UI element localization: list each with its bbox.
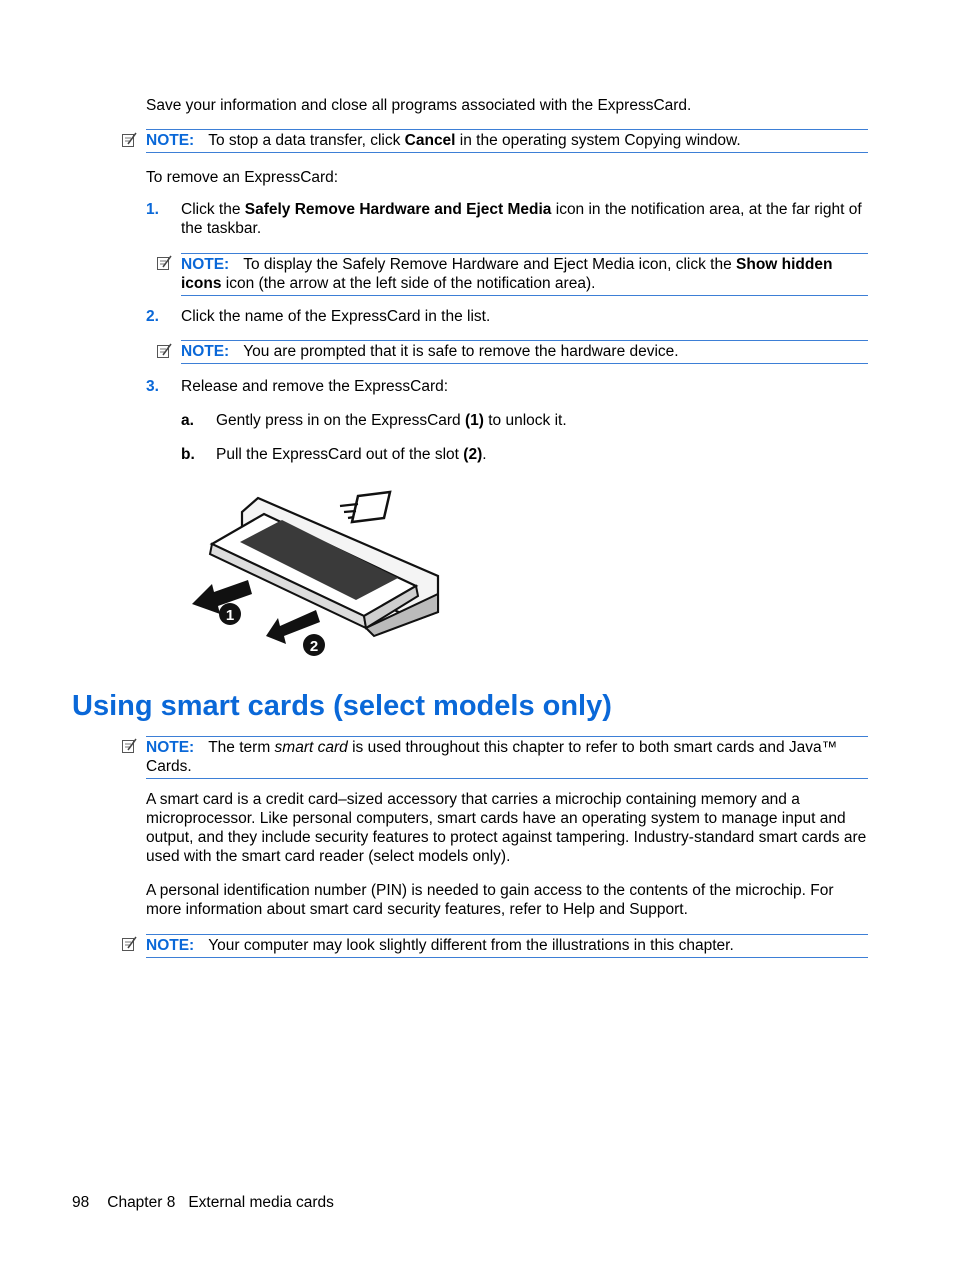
- note-text: in the operating system Copying window.: [455, 132, 741, 149]
- callout-1-label: 1: [225, 607, 235, 624]
- step-text-part: icon in the notification area, at the far right of the taskbar.: [181, 201, 862, 237]
- note-text: You are prompted that it is safe to remove the hardware device.: [243, 343, 679, 360]
- step-number: 1.: [146, 201, 159, 218]
- note-box: [181, 253, 868, 296]
- step-number: 3.: [146, 378, 159, 395]
- note-label: NOTE:: [181, 256, 230, 273]
- note-text: To stop a data transfer, click: [208, 132, 405, 149]
- substep-bold: (2): [463, 446, 483, 463]
- substep-text: [216, 411, 866, 430]
- chapter-title: External media cards: [188, 1194, 334, 1211]
- note-icon: [121, 132, 137, 148]
- card-symbol-icon: [340, 492, 390, 522]
- note-label: NOTE:: [146, 132, 195, 149]
- pin-description: A personal identification number (PIN) is needed to gain access to the contents of the microchip. For more information about smart card security features, refer to Help and Support.: [146, 882, 834, 918]
- note-label: NOTE:: [146, 937, 195, 954]
- intro-text: Save your information and close all programs associated with the ExpressCard.: [146, 97, 692, 114]
- substep-part: Pull the ExpressCard out of the slot: [216, 446, 464, 463]
- note-text: To display the Safely Remove Hardware and Eject Media icon, click the: [243, 256, 737, 273]
- note-bold: Cancel: [404, 132, 456, 149]
- step-bold: Safely Remove Hardware and Eject Media: [244, 201, 552, 218]
- step-number: 2.: [146, 308, 159, 325]
- page-number: 98: [72, 1194, 90, 1211]
- remove-intro: To remove an ExpressCard:: [146, 169, 339, 186]
- substep-part: to unlock it.: [483, 412, 567, 429]
- substep-letter: a.: [181, 412, 194, 429]
- note-text: is used throughout this chapter to refer to both smart cards and Java™ Cards.: [146, 739, 838, 775]
- page-footer: [72, 1193, 334, 1212]
- note-label: NOTE:: [181, 343, 230, 360]
- step-text-part: Click the: [181, 201, 245, 218]
- expresscard-illustration: [186, 484, 446, 660]
- step-text: [181, 200, 871, 238]
- step-text: Click the name of the ExpressCard in the list.: [181, 308, 491, 325]
- callout-2-label: 2: [309, 638, 319, 655]
- note-icon: [121, 738, 137, 754]
- smart-card-description: A smart card is a credit card–sized accessory that carries a microchip containing memory and a microprocessor. Like personal computers, smart cards have an operating system to manage input and output, and they include security features to protect against tampering. Industry-standard smart cards are used with the smart card reader (select models only).: [146, 791, 867, 865]
- note-box: [181, 340, 868, 364]
- note-italic: smart card: [274, 739, 348, 756]
- substep-letter: b.: [181, 446, 195, 463]
- note-text: Your computer may look slightly different from the illustrations in this chapter.: [208, 937, 734, 954]
- note-text: The term: [208, 739, 275, 756]
- note-box: [146, 934, 868, 958]
- note-box: [146, 736, 868, 779]
- step-text: Release and remove the ExpressCard:: [181, 378, 449, 395]
- note-icon: [121, 936, 137, 952]
- note-text: icon (the arrow at the left side of the notification area).: [221, 275, 596, 292]
- note-bold: Show hidden icons: [181, 256, 833, 292]
- note-label: NOTE:: [146, 739, 195, 756]
- section-heading: Using smart cards (select models only): [72, 690, 612, 722]
- substep-bold: (1): [464, 412, 484, 429]
- chapter-label: Chapter 8: [107, 1194, 176, 1211]
- substep-part: Gently press in on the ExpressCard: [216, 412, 465, 429]
- note-icon: [156, 255, 172, 271]
- note-icon: [156, 343, 172, 359]
- substep-part: .: [482, 446, 487, 463]
- note-box: [146, 129, 868, 153]
- substep-text: [216, 445, 866, 464]
